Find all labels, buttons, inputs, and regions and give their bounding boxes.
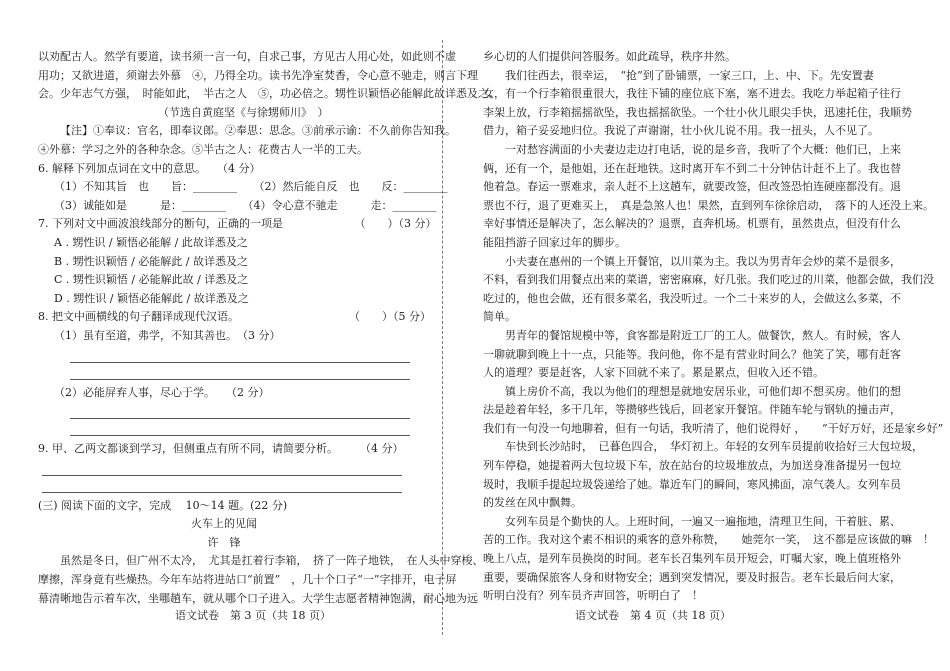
article-author: 许 锋 bbox=[207, 535, 241, 549]
passage-line: 票也不行，退了更难买上， 真是急煞人也！果然，直到列车徐徐启动， 落下的人还没上来。 bbox=[483, 198, 934, 212]
article-title: 火车上的见闻 bbox=[191, 517, 257, 531]
annotation-note: 【注】①奉议：官名，即奉议郎。②奉思：思念。③前承示谕：不久前你告知我。 bbox=[60, 124, 456, 138]
question-8-1: （1）虽有至道，弗学，不知其善也。 （3 分） bbox=[54, 328, 281, 342]
passage-line: 小夫妻在惠州的一个镇上开餐馆，以川菜为主。我以为男青年会炒的菜不是很多， bbox=[505, 254, 901, 268]
passage-line: 我们有一句没一句地聊着，但有一句话，我听清了，他们说得好 ， “干好万好，还是家乡好” bbox=[483, 421, 944, 435]
option-b: B . 甥性识颖悟 / 必能解此 / 故详悉及之 bbox=[54, 254, 248, 268]
passage-line: 女列车员是个勤快的人。上班时间，一遍又一遍拖地，清理卫生间，干着脏、累、 bbox=[505, 514, 901, 528]
page-footer-4: 语文试卷 第 4 页（共 18 页） bbox=[575, 609, 731, 622]
passage-line: 借力，箱子妥妥地归位。我说了声谢谢，壮小伙儿说不用。我一扭头，人不见了。 bbox=[483, 124, 879, 138]
passage-line: 镇上房价不高，我以为他们的理想是就地安居乐业，可他们却不想买房。他们的想 bbox=[505, 384, 901, 398]
option-d: D . 甥性识 / 颖悟必能解此 / 故详悉及之 bbox=[54, 291, 249, 305]
passage-line: 男青年的餐馆规模中等，食客都是附近工厂的工人。做餐饮，熬人。有时候，客人 bbox=[505, 328, 901, 342]
passage-line: 人的道理？要是赶客，人家下回就不来了。累是累点，但收入还不错。 bbox=[483, 366, 824, 380]
passage-line: 虽然是冬日，但广州不太冷， 尤其是扛着行李箱， 挤了一阵子地铁， 在人头中穿梭、 bbox=[60, 554, 484, 568]
question-8-2: （2）必能屏弃人事，尽心于学。 （2 分） bbox=[54, 385, 270, 399]
passage-line: 俩，还有一个，是他姐，还在赶地铁。这时离开车不到二十分钟估计赶不上了。我也替 bbox=[483, 161, 901, 175]
passage-line: 圾时，我顺手提起垃圾袋递给了她。靠近车门的瞬间，寒风拂面，凉气袭人。女列车员 bbox=[483, 477, 901, 491]
passage-line: 乡心切的人们提供问答服务。如此疏导，秩序井然。 bbox=[483, 50, 736, 63]
passage-line: 晚上八点，是列车员换岗的时间。老车长召集列车员开短会，叮嘱大家，晚上值班格外 bbox=[483, 552, 901, 566]
passage-line: 重要，要确保旅客人身和财物安全；遇到突发情况，要及时报告。老车长最后问大家， bbox=[483, 570, 901, 584]
source-citation: （节选自黄庭坚《与徐甥师川》 ） bbox=[158, 105, 329, 119]
question-8: 8. 把文中画横线的句子翻译成现代汉语。 （ ）（5 分） bbox=[38, 310, 431, 324]
answer-line bbox=[70, 406, 410, 419]
answer-line bbox=[42, 463, 402, 476]
page-4 bbox=[483, 48, 944, 606]
option-c: C . 甥性识颖悟 / 必能解此故 / 详悉及之 bbox=[54, 273, 249, 287]
passage-line: 车快到长沙站时， 已暮色四合， 华灯初上。年轻的女列车员提前收拾好三大包垃圾， bbox=[505, 440, 923, 454]
question-6-items: （1）不知其旨 也 旨：________ （2）然后能自反 也 反：________ bbox=[54, 180, 448, 194]
passage-line: 法是趁着年轻，多干几年，等攒够些钱后，回老家开餐馆。伴随车轮与钢轨的撞击声， bbox=[483, 403, 901, 417]
answer-line bbox=[42, 480, 402, 493]
answer-line bbox=[70, 367, 410, 380]
page-footer-3: 语文试卷 第 3 页（共 18 页） bbox=[175, 609, 331, 622]
answer-line bbox=[70, 350, 410, 363]
passage-line: 会。少年志气方强， 时能如此， 半古之人 ⑤，功必倍之。甥性识颖悟必能解此故详悉及之。 bbox=[38, 87, 500, 101]
option-a: A . 甥性识 / 颖悟必能解 / 此故详悉及之 bbox=[54, 235, 248, 249]
passage-line: 不料，看到我们用餐点出来的菜谱，密密麻麻，好几张。我们吃过的川菜，他都会做，我们没 bbox=[483, 273, 934, 287]
passage-line: 一聊就聊到晚上十一点，只能等。我问他，你不是有营业时间么？他笑了笑，哪有赶客 bbox=[483, 347, 901, 361]
passage-line: 用功；又欲进道，须谢去外慕 ④，乃得全功。读书先净室焚香，令心意不驰走，则言下理 bbox=[38, 68, 478, 82]
passage-line: 吃过的，他也会做，还有很多菜名，我没听过。一个二十来岁的人，会做这么多菜，不 bbox=[483, 291, 901, 305]
question-9: 9. 甲、乙两文都谈到学习，但侧重点有所不同，请简要分析。 （4 分） bbox=[38, 442, 404, 456]
passage-line: 一对愁容满面的小夫妻边走边打电话，说的是乡音，我听了个大概：他们已，上来 bbox=[505, 142, 901, 156]
section-heading: (三) 阅读下面的文字，完成 10～14 题。(22 分) bbox=[38, 498, 288, 512]
question-6: 6. 解释下列加点词在文中的意思。 （4 分） bbox=[38, 161, 261, 175]
annotation-note: ④外慕：学习之外的各种杂念。⑤半古之人：花费古人一半的工夫。 bbox=[38, 142, 368, 156]
passage-line: 李架上放，行李箱摇摇欲坠，我也摇摇欲坠。一个壮小伙儿眼尖手快，迅速托住，我顺势 bbox=[483, 105, 912, 119]
passage-line: 以劝配古人。然学有要道，读书须一言一句，自求己事，方见古人用心处，如此则不虚 bbox=[38, 50, 456, 63]
passage-line: 能阻挡游子回家过年的脚步。 bbox=[483, 235, 626, 249]
passage-line: 幸好事情还是解决了，怎么解决的？退票，直奔机场。机票有，虽然贵点，但没有什么 bbox=[483, 217, 901, 231]
passage-line: 苦的工作。我对这个素不相识的乘客的意外称赞， 她莞尔一笑， 这不都是应该做的嘛 ！ bbox=[483, 533, 934, 547]
answer-line bbox=[70, 423, 410, 436]
question-7: 7. 下列对文中画波浪线部分的断句，正确的一项是 （ ）（3 分） bbox=[38, 217, 437, 231]
passage-line: 列车停稳，她提着两大包垃圾下车，放在站台的垃圾堆放点，为加送身准备提另一包垃 bbox=[483, 459, 901, 473]
passage-line: 他着急。春运一票难求，亲人赶不上这趟车，就要改签，但改签恐怕连硬座都没有。退 bbox=[483, 180, 901, 194]
passage-line: 我们往西去，很幸运， “抢”到了卧铺票，一家三口，上、中、下。先安置妻 bbox=[505, 68, 874, 82]
passage-line: 听明白没有？列车员齐声回答，听明白了 ！ bbox=[483, 589, 703, 603]
passage-line: 简单。 bbox=[483, 310, 516, 324]
question-6-items: （3）诚能如是 是：________ （4）令心意不驰走 走：________ bbox=[54, 198, 437, 212]
passage-line: 的发丝在风中飘舞。 bbox=[483, 496, 582, 510]
passage-line: 女，有一个行李箱很重很大，我往下铺的座位底下塞，塞不进去。我吃力举起箱子往行 bbox=[483, 87, 901, 101]
passage-line: 摩擦，浑身竟有些燥热。今年车站将进站口“前置” ，几十个口子“一”字排开，电子屏 bbox=[38, 573, 457, 587]
passage-line: 幕清晰地告示着车次，坐哪趟车，就从哪个口子进入。大学生志愿者精神饱满，耐心地为远 bbox=[38, 591, 478, 605]
